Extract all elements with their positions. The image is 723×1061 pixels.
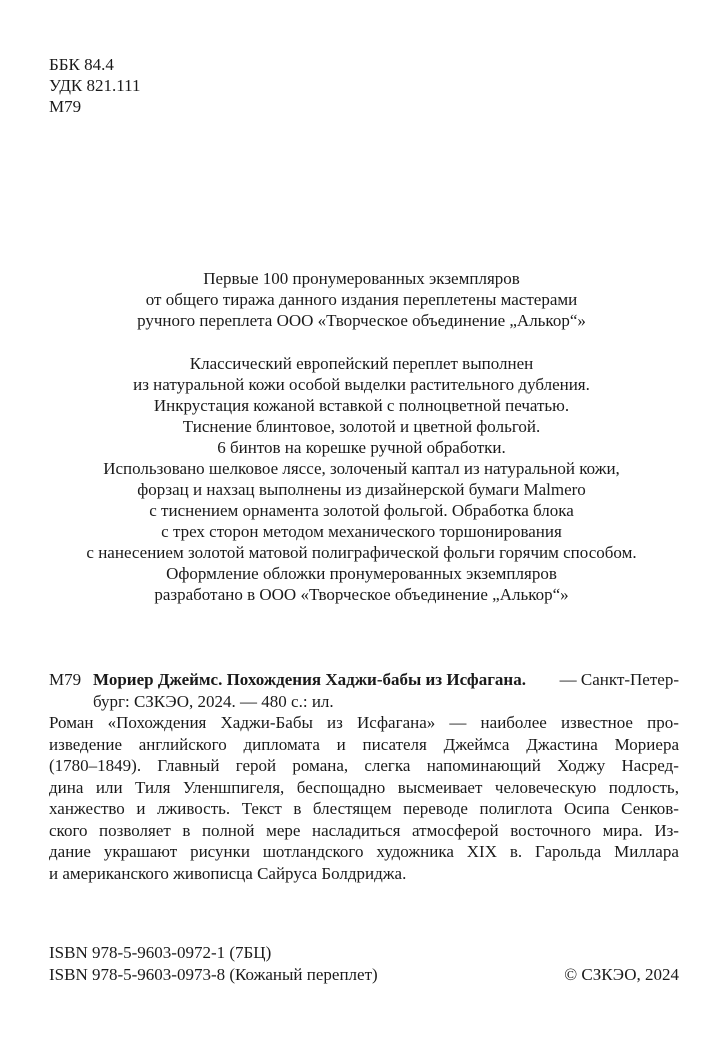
text-line: 6 бинтов на корешке ручной обработки. [217, 438, 506, 457]
word: писателя [362, 734, 427, 754]
word: из [327, 713, 343, 732]
binding-description [0, 353, 723, 605]
annotation-line [49, 841, 679, 863]
record-title-line [93, 669, 679, 691]
word: ханжество [49, 799, 125, 818]
word: Мориера [614, 734, 679, 754]
isbn-2: ISBN 978-5-9603-0973-8 (Кожаный переплет) [49, 965, 378, 984]
annotation [49, 712, 679, 884]
text-line: форзац и нахзац выполнены из дизайнерской бумаги Malmero [137, 480, 586, 499]
word: мира. [602, 820, 643, 840]
text-line: Оформление обложки пронумерованных экземпляров [166, 564, 557, 583]
word: Исфагана» [357, 713, 436, 732]
classification-codes [49, 54, 141, 117]
publication-info: бург: СЗКЭО, 2024. — 480 с.: ил. [93, 691, 334, 711]
annotation-line: и американского живописца Сайруса Болдриджа. [49, 863, 407, 883]
word: Из- [654, 820, 679, 840]
word: Текст [241, 799, 282, 818]
word: лживость. [157, 799, 231, 818]
word: английского [138, 734, 227, 754]
record-mark: М79 [49, 670, 82, 689]
word: известное [560, 713, 633, 732]
word: напоминающий [426, 756, 541, 775]
word: полиглота [479, 799, 553, 818]
word: Джастина [526, 734, 598, 754]
word: в [182, 820, 191, 840]
text-line: разработано в ООО «Творческое объединение „Алькор“» [154, 585, 569, 604]
annotation-line [49, 798, 679, 820]
word: Главный [157, 756, 220, 775]
text-line: Инкрустация кожаной вставкой с полноцветной печатью. [153, 396, 570, 415]
bbk-code: ББК 84.4 [49, 55, 114, 74]
word: восточного [510, 820, 592, 840]
word: Джеймса [443, 734, 510, 754]
word: XIX [466, 842, 497, 861]
annotation-line [49, 777, 679, 799]
word: дание [49, 842, 91, 861]
word: Осипа [564, 799, 610, 818]
word: переводе [403, 799, 468, 818]
copyright: © СЗКЭО, 2024 [564, 965, 679, 984]
word: Ходжу [557, 756, 606, 775]
text-line: Классический европейский переплет выполнен [189, 354, 534, 373]
word: подлость, [608, 777, 679, 797]
word: Хаджи-Бабы [220, 713, 313, 732]
word: герой [235, 756, 277, 775]
word: Миллара [614, 842, 679, 861]
annotation-line [49, 734, 679, 756]
text-line: Первые 100 пронумерованных экземпляров [203, 269, 520, 288]
text-line: ручного переплета ООО «Творческое объединение „Алькор“» [137, 311, 586, 330]
text-line: с трех сторон методом механического торшонирования [161, 522, 562, 541]
word: ского [49, 820, 88, 840]
word: мере [266, 820, 301, 840]
word: дипломата [243, 734, 320, 754]
bibliographic-record [49, 669, 679, 884]
word: блестящем [312, 799, 392, 818]
word: изведение [49, 734, 122, 754]
word: человеческую [494, 777, 597, 797]
word: Роман [49, 713, 94, 732]
word: (1780–1849). [49, 756, 142, 775]
word: Насред- [621, 756, 679, 775]
text-line: с тиснением орнамента золотой фольгой. Обработка блока [149, 501, 574, 520]
word: атмосферой [412, 820, 499, 840]
word: насладиться [311, 820, 401, 840]
author-mark: М79 [49, 97, 82, 116]
record-title-rest: — Санкт-Петер- [559, 670, 679, 689]
record-title: Мориер Джеймс. Похождения Хаджи-бабы из Исфагана. [93, 670, 526, 689]
word: рисунки [190, 842, 250, 861]
word: в. [509, 842, 523, 861]
text-line: из натуральной кожи особой выделки растительного дубления. [133, 375, 590, 394]
word: беспощадно [296, 777, 386, 797]
word: дина [49, 777, 84, 797]
word: и [336, 734, 346, 754]
word: позволяет [99, 820, 171, 840]
word: Уленшпигеля, [182, 777, 285, 797]
isbn-1: ISBN 978-5-9603-0972-1 (7БЦ) [49, 943, 272, 962]
word: художника [376, 842, 454, 861]
isbn-block [49, 942, 378, 986]
annotation-line [49, 712, 679, 734]
text-line: от общего тиража данного издания переплетены мастерами [145, 290, 578, 309]
annotation-line [49, 755, 679, 777]
word: в [293, 799, 302, 818]
word: про- [647, 713, 679, 732]
word: шотландского [262, 842, 364, 861]
word: Сенков- [621, 799, 679, 818]
word: полной [201, 820, 255, 840]
word: «Похождения [107, 713, 207, 732]
word: Тиля [135, 777, 171, 797]
annotation-line [49, 820, 679, 842]
text-line: Использовано шелковое ляссе, золоченый каптал из натуральной кожи, [103, 459, 620, 478]
word: наиболее [480, 713, 547, 732]
word: украшают [103, 842, 178, 861]
word: Гарольда [535, 842, 602, 861]
word: или [95, 777, 123, 797]
word: — [449, 713, 467, 732]
word: романа, [292, 756, 349, 775]
word: слегка [364, 756, 411, 775]
udk-code: УДК 821.111 [49, 76, 141, 95]
text-line: с нанесением золотой матовой полиграфической фольги горячим способом. [86, 543, 637, 562]
word: высмеивает [397, 777, 483, 797]
word: и [136, 799, 146, 818]
text-line: Тиснение блинтовое, золотой и цветной фольгой. [182, 417, 541, 436]
limited-edition-note [0, 268, 723, 331]
